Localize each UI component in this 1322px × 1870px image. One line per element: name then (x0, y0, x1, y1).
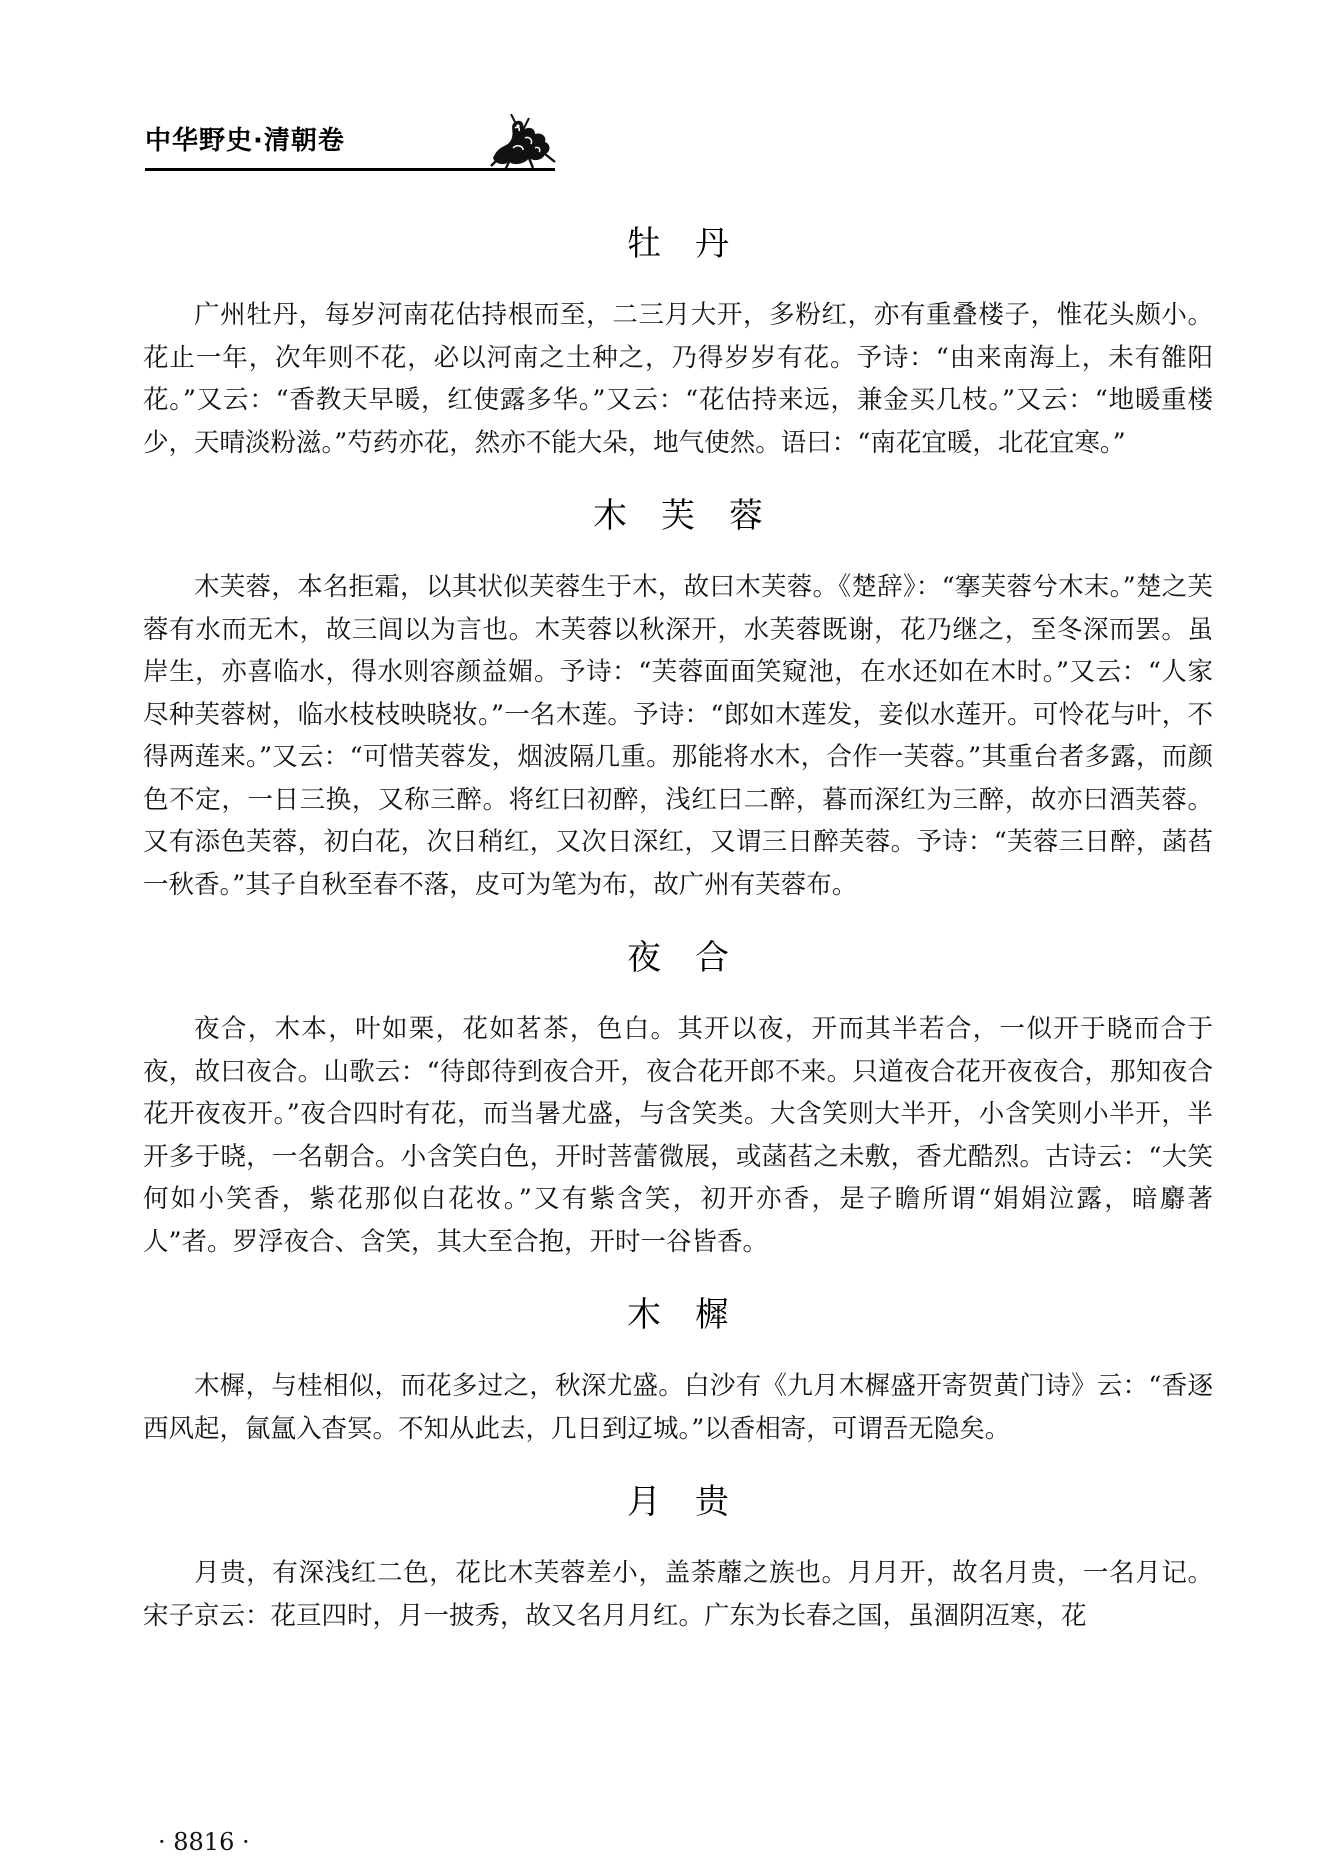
dragon-emblem-icon (485, 114, 557, 170)
section-paragraph: 木芙蓉，本名拒霜，以其状似芙蓉生于木，故曰木芙蓉。《楚辞》：“搴芙蓉兮木末。”楚之芙蓉有水而无木，故三闾以为言也。木芙蓉以秋深开，水芙蓉既谢，花乃继之，至冬深而罢。虽岸生，亦喜临水，得水则容颜益媚。予诗：“芙蓉面面笑窥池，在水还如在木时。”又云：“人家尽种芙蓉树，临水枝枝映晓妆。”一名木莲。予诗：“郎如木莲发，妾似水莲开。可怜花与叶，不得两莲来。”又云：“可惜芙蓉发，烟波隔几重。那能将水木，合作一芙蓉。”其重台者多露，而颜色不定，一日三换，又称三醉。将红曰初醉，浅红曰二醉，暮而深红为三醉，故亦曰酒芙蓉。又有添色芙蓉，初白花，次日稍红，又次日深红，又谓三日醉芙蓉。予诗：“芙蓉三日醉，菡萏一秋香。”其子自秋至春不落，皮可为笔为布，故广州有芙蓉布。 (143, 572, 1213, 900)
section-paragraph: 木樨，与桂相似，而花多过之，秋深尤盛。白沙有《九月木樨盛开寄贺黄门诗》云：“香逐西风起，氤氲入杳冥。不知从此去，几日到辽城。”以香相寄，可谓吾无隐矣。 (143, 1371, 1213, 1444)
header-rule (145, 168, 555, 171)
page-number: · 8816 · (158, 1828, 250, 1856)
section-title: 夜合 (627, 938, 763, 978)
section-title: 牡丹 (627, 224, 763, 264)
section-paragraph: 月贵，有深浅红二色，花比木芙蓉差小，盖荼蘼之族也。月月开，故名月贵，一名月记。宋子京云：花亘四时，月一披秀，故又名月月红。广东为长春之国，虽涸阴冱寒，花 (143, 1558, 1213, 1631)
section-paragraph: 广州牡丹，每岁河南花估持根而至，二三月大开，多粉红，亦有重叠楼子，惟花头颇小。花止一年，次年则不花，必以河南之土种之，乃得岁岁有花。予诗：“由来南海上，未有雒阳花。”又云：“香教天早暖，红使露多华。”又云：“花估持来远，兼金买几枝。”又云：“地暖重楼少，天晴淡粉滋。”芍药亦花，然亦不能大朵，地气使然。语曰：“南花宜暖，北花宜寒。” (143, 300, 1213, 458)
article-body (143, 220, 1213, 1637)
running-header (145, 118, 555, 174)
section-title: 木芙蓉 (593, 496, 797, 536)
section-title: 木樨 (627, 1295, 763, 1335)
book-title: 中华野史·清朝卷 (145, 126, 345, 156)
section-paragraph: 夜合，木本，叶如栗，花如茗茶，色白。其开以夜，开而其半若合，一似开于晓而合于夜，故曰夜合。山歌云：“待郎待到夜合开，夜合花开郎不来。只道夜合花开夜夜合，那知夜合花开夜夜开。”夜合四时有花，而当暑尤盛，与含笑类。大含笑则大半开，小含笑则小半开，半开多于晓，一名朝合。小含笑白色，开时菩蕾微展，或菡萏之未敷，香尤酷烈。古诗云：“大笑何如小笑香，紫花那似白花妆。”又有紫含笑，初开亦香，是子瞻所谓“娟娟泣露，暗麝著人”者。罗浮夜合、含笑，其大至合抱，开时一谷皆香。 (143, 1014, 1213, 1257)
section-title: 月贵 (627, 1482, 763, 1522)
